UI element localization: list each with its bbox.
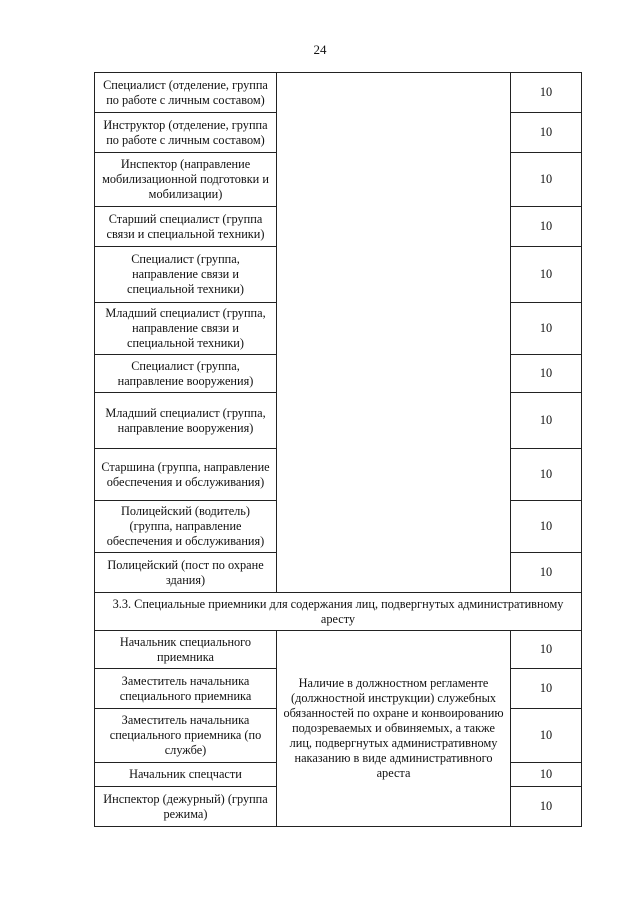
position-cell: Инспектор (направление мобилизационной подготовки и мобилизации) — [95, 153, 277, 207]
value-cell: 10 — [511, 153, 582, 207]
position-cell: Старшина (группа, направление обеспечения и обслуживания) — [95, 449, 277, 501]
value-cell: 10 — [511, 247, 582, 303]
positions-table — [94, 72, 582, 827]
position-cell: Старший специалист (группа связи и специальной техники) — [95, 207, 277, 247]
position-cell: Специалист (группа, направление вооружения) — [95, 355, 277, 393]
position-cell: Инструктор (отделение, группа по работе с личным составом) — [95, 113, 277, 153]
table-row — [95, 631, 582, 669]
value-cell: 10 — [511, 631, 582, 669]
value-cell: 10 — [511, 393, 582, 449]
value-cell: 10 — [511, 709, 582, 763]
table-row — [95, 73, 582, 113]
position-cell: Полицейский (водитель) (группа, направление обеспечения и обслуживания) — [95, 501, 277, 553]
value-cell: 10 — [511, 669, 582, 709]
condition-cell: Наличие в должностном регламенте (должностной инструкции) служебных обязанностей по охране и конвоированию подозреваемых и обвиняемых, а также лиц, подвергнутых административному наказанию в виде административного ареста — [277, 631, 511, 827]
value-cell: 10 — [511, 449, 582, 501]
value-cell: 10 — [511, 73, 582, 113]
page-number: 24 — [313, 42, 327, 57]
value-cell: 10 — [511, 787, 582, 827]
position-cell: Младший специалист (группа, направление связи и специальной техники) — [95, 303, 277, 355]
position-cell: Заместитель начальника специального приемника (по службе) — [95, 709, 277, 763]
value-cell: 10 — [511, 553, 582, 593]
value-cell: 10 — [511, 303, 582, 355]
value-cell: 10 — [511, 355, 582, 393]
section-header-row — [95, 593, 582, 631]
value-cell: 10 — [511, 113, 582, 153]
section-title: 3.3. Специальные приемники для содержания лиц, подвергнутых административному аресту — [95, 593, 582, 631]
value-cell: 10 — [511, 763, 582, 787]
position-cell: Полицейский (пост по охране здания) — [95, 553, 277, 593]
value-cell: 10 — [511, 501, 582, 553]
position-cell: Начальник спецчасти — [95, 763, 277, 787]
position-cell: Заместитель начальника специального приемника — [95, 669, 277, 709]
position-cell: Младший специалист (группа, направление вооружения) — [95, 393, 277, 449]
position-cell: Инспектор (дежурный) (группа режима) — [95, 787, 277, 827]
value-cell: 10 — [511, 207, 582, 247]
position-cell: Начальник специального приемника — [95, 631, 277, 669]
position-cell: Специалист (отделение, группа по работе с личным составом) — [95, 73, 277, 113]
position-cell: Специалист (группа, направление связи и специальной техники) — [95, 247, 277, 303]
condition-cell — [277, 73, 511, 593]
